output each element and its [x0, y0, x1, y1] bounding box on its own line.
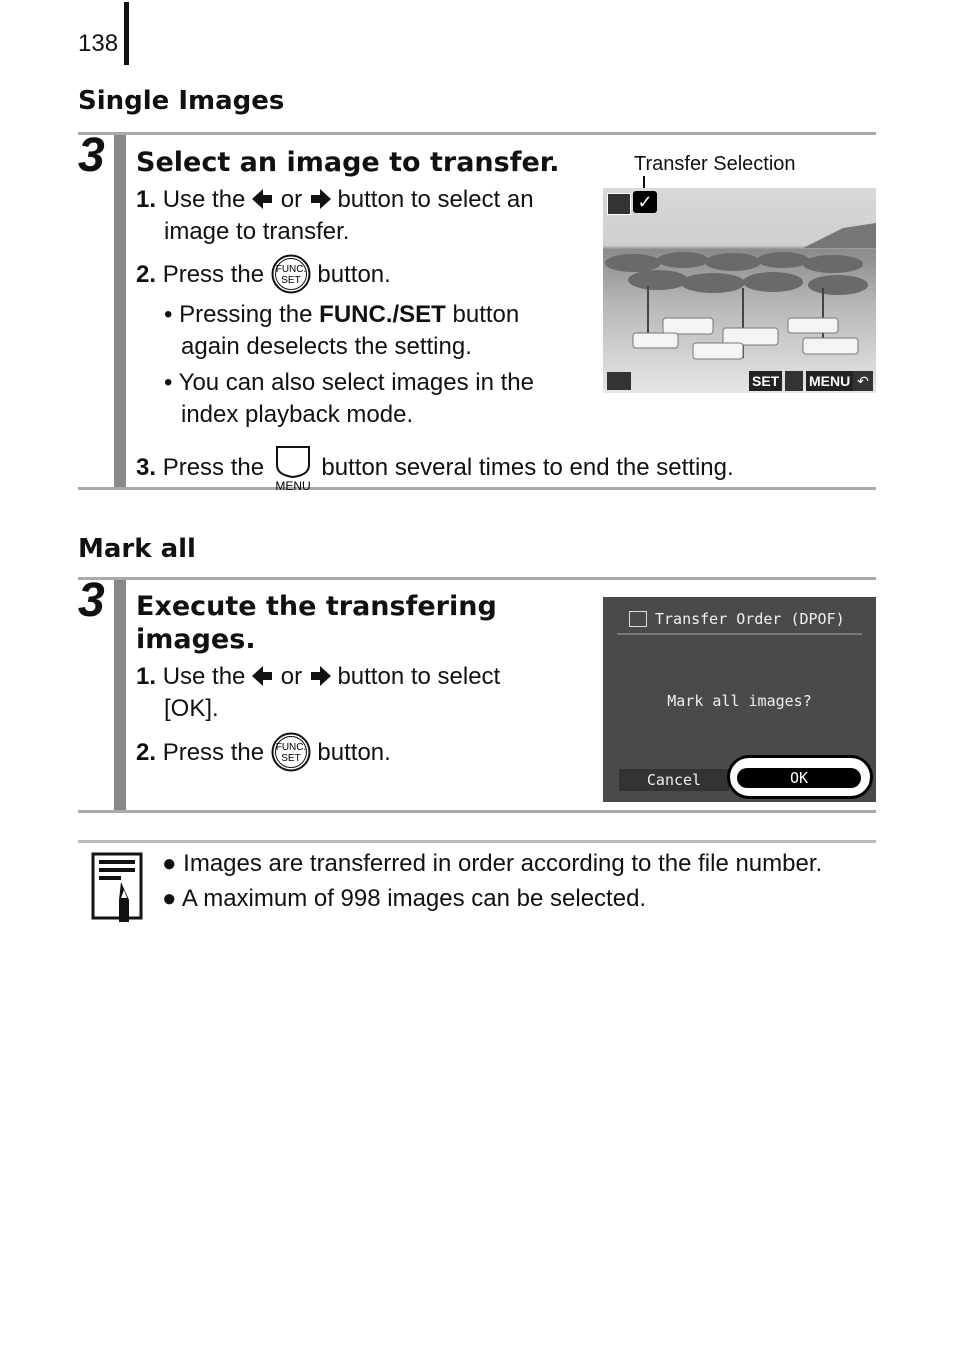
set-label: SET — [281, 753, 301, 764]
memo-note-icon — [91, 852, 145, 924]
item-text: Press the — [162, 261, 265, 288]
set-label-icon: SET — [749, 371, 782, 391]
lcd-title-rule — [617, 633, 862, 635]
item-text: or — [280, 663, 303, 690]
section-heading-mark-all: Mark all — [78, 534, 196, 564]
section-top-rule — [78, 132, 876, 135]
bullet-dot: ● — [162, 885, 177, 912]
note-text: Images are transferred in order according to the file number. — [183, 850, 823, 877]
step-item-1-cont: image to transfer. — [164, 218, 350, 245]
item-text: button. — [317, 261, 391, 288]
lcd-cancel-button[interactable]: Cancel — [619, 769, 729, 791]
menu-button-icon — [271, 443, 315, 493]
item-text: button several times to end the setting. — [321, 454, 734, 481]
camera-screen-photo — [603, 188, 876, 393]
right-arrow-icon — [309, 666, 331, 686]
step-item-1 — [136, 184, 534, 216]
menu-label-icon: MENU — [806, 371, 853, 391]
bullet-text: button — [452, 301, 520, 328]
item-text: Press the — [162, 454, 265, 481]
step-number: 3 — [78, 574, 105, 627]
transfer-icon — [629, 611, 647, 627]
section-heading-single: Single Images — [78, 86, 285, 116]
step-number: 3 — [78, 129, 105, 182]
lcd-ok-button[interactable]: OK — [737, 768, 861, 788]
left-arrow-icon — [252, 189, 274, 209]
item-number: 1. — [136, 186, 157, 213]
item-text: Use the — [162, 663, 246, 690]
step-side-bar — [114, 135, 126, 488]
bullet-2-cont: index playback mode. — [181, 401, 414, 428]
camera-lcd-dialog — [603, 597, 876, 802]
checkmark-icon: ✓ — [633, 191, 657, 213]
item-text: button to select — [337, 663, 501, 690]
notes-top-rule — [78, 840, 876, 843]
bullet-text: Pressing the — [179, 301, 313, 328]
beach-image — [603, 188, 876, 393]
bullet-1-cont: again deselects the setting. — [181, 333, 472, 360]
right-arrow-icon — [309, 189, 331, 209]
transfer-small-icon — [785, 371, 803, 391]
item-text: button. — [317, 739, 391, 766]
menu-label: MENU — [275, 479, 311, 493]
return-icon: ↶ — [853, 371, 873, 391]
lcd-title: Transfer Order (DPOF) — [655, 610, 845, 628]
bullet-bold-text: FUNC./SET — [319, 301, 446, 328]
func-label: FUNC. — [275, 264, 307, 275]
step-item-2 — [136, 732, 391, 772]
step-item-1 — [136, 661, 500, 693]
item-text: Use the — [162, 186, 246, 213]
note-text: A maximum of 998 images can be selected. — [181, 885, 647, 912]
item-number: 2. — [136, 739, 157, 766]
screen-caption: Transfer Selection — [634, 153, 796, 175]
item-number: 2. — [136, 261, 157, 288]
left-arrow-icon — [252, 666, 274, 686]
page-number-bar — [124, 2, 129, 65]
lcd-question: Mark all images? — [667, 692, 812, 710]
section-top-rule — [78, 577, 876, 580]
set-label: SET — [281, 275, 301, 286]
note-item-2 — [162, 883, 646, 915]
bullet-dot: • — [164, 369, 173, 396]
bullet-dot: ● — [162, 850, 177, 877]
item-number: 3. — [136, 454, 157, 481]
func-set-button-icon — [271, 732, 311, 772]
item-text: button to select an — [337, 186, 534, 213]
transfer-icon — [607, 193, 631, 215]
note-item-1 — [162, 848, 822, 880]
image-size-icon — [607, 372, 631, 390]
bullet-2 — [164, 367, 534, 399]
page-number: 138 — [78, 30, 119, 57]
bullet-text: You can also select images in the — [178, 369, 534, 396]
step-title-line-2: images. — [136, 624, 256, 655]
item-text: or — [280, 186, 303, 213]
item-text: Press the — [162, 739, 265, 766]
section-bottom-rule — [78, 810, 876, 813]
step-title: Select an image to transfer. — [136, 147, 560, 178]
step-side-bar — [114, 580, 126, 810]
bullet-1 — [164, 299, 519, 331]
step-title-line-1: Execute the transfering — [136, 591, 497, 622]
step-item-3 — [136, 443, 734, 493]
step-item-1-cont: [OK]. — [164, 695, 219, 722]
bullet-dot: • — [164, 301, 173, 328]
item-number: 1. — [136, 663, 157, 690]
step-item-2 — [136, 254, 391, 294]
func-set-button-icon — [271, 254, 311, 294]
func-label: FUNC. — [275, 742, 307, 753]
